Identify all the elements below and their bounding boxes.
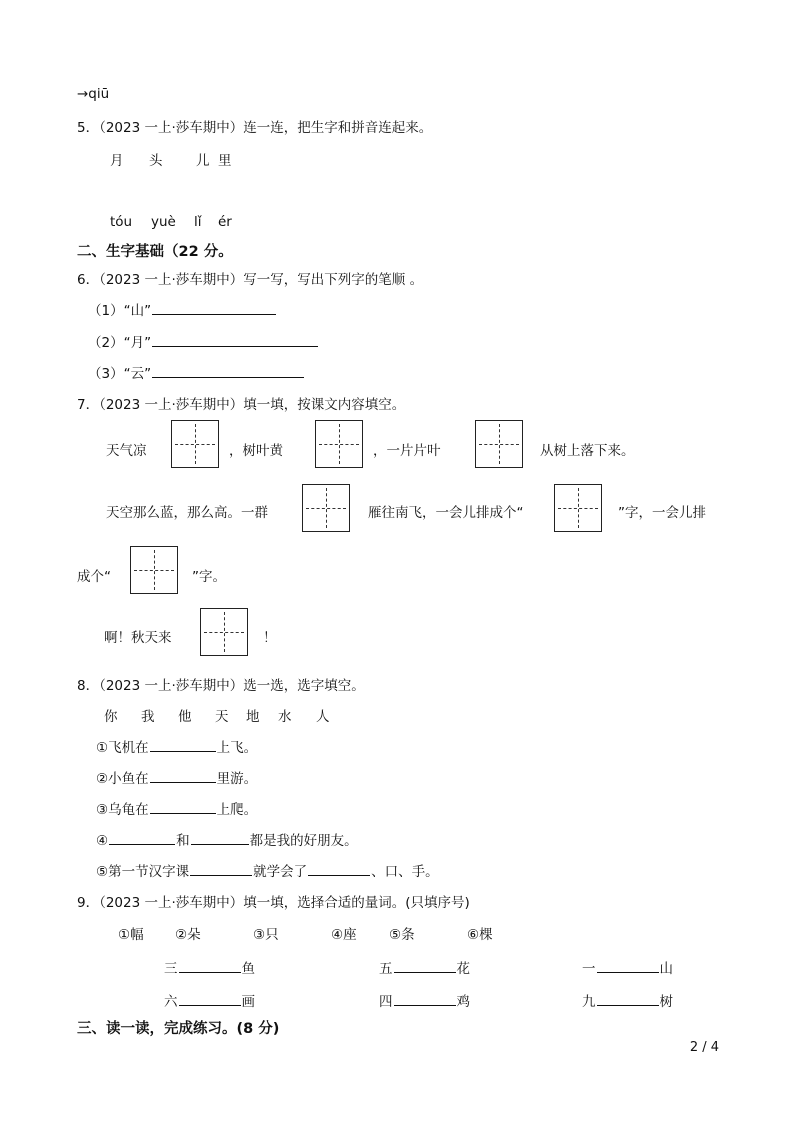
q9-row2-item-2-pre: 四 — [379, 994, 393, 1010]
q8-item-2-number: ② — [96, 771, 109, 787]
q5-pinyin-4: ér — [218, 214, 232, 230]
q8-item-2-text-after: 里游。 — [216, 771, 258, 787]
q9-row2-item-3-pre: 九 — [582, 994, 596, 1010]
q8-item-1-blank[interactable] — [150, 750, 216, 752]
q8-choice-6: 水 — [278, 709, 292, 725]
q5-pinyin-3: lǐ — [194, 214, 202, 230]
q6-item-3-blank[interactable] — [152, 376, 304, 378]
q8-item-5 — [96, 860, 439, 880]
question-5-title: 5．（2023 一上·莎车期中）连一连，把生字和拼音连起来。 — [77, 120, 433, 136]
q9-option-5: ⑤条 — [389, 927, 415, 943]
q9-row1-item-1-pre: 三 — [164, 961, 178, 977]
q5-char-2: 头 — [149, 153, 163, 169]
q9-row1-item-2-pre: 五 — [379, 961, 393, 977]
q9-row1-item-3-blank[interactable] — [597, 971, 659, 973]
question-9-title: 9．（2023 一上·莎车期中）填一填，选择合适的量词。(只填序号) — [77, 895, 470, 911]
q5-pinyin-1: tóu — [110, 214, 133, 230]
q8-item-1-text: 飞机在 — [108, 740, 149, 756]
q9-row2-item-3-post: 树 — [659, 994, 673, 1010]
q9-row1-item-1-post: 鱼 — [241, 961, 255, 977]
q8-item-3-text-after: 上爬。 — [216, 802, 258, 818]
q9-row2-item-1-post: 画 — [241, 994, 255, 1010]
q7-tian-box-2[interactable] — [315, 420, 363, 468]
q7-tian-box-1[interactable] — [171, 420, 219, 468]
q8-item-4-blank-1[interactable] — [109, 843, 175, 845]
q7-tian-box-5[interactable] — [554, 484, 602, 532]
q8-item-2-blank[interactable] — [150, 781, 216, 783]
q7-line1-text-3: ，一片片叶 — [373, 443, 441, 459]
q9-row1-item-2 — [379, 957, 470, 977]
q7-line1-text-2: ，树叶黄 — [229, 443, 283, 459]
pinyin-fragment: →qiū — [77, 86, 110, 102]
q5-char-3: 儿 — [196, 153, 210, 169]
q8-item-5-text-mid: 就学会了 — [253, 864, 308, 880]
q7-line2-text-3: ”字，一会儿排 — [618, 505, 706, 521]
q8-item-3-number: ③ — [96, 802, 109, 818]
question-8-title: 8．（2023 一上·莎车期中）选一选，选字填空。 — [77, 678, 365, 694]
q8-item-1 — [96, 736, 257, 756]
q5-char-4: 里 — [218, 153, 232, 169]
q7-tian-box-6[interactable] — [130, 546, 178, 594]
q8-item-5-blank-1[interactable] — [190, 874, 252, 876]
q7-tian-box-4[interactable] — [302, 484, 350, 532]
q6-item-1-label: （1）“山” — [88, 303, 152, 319]
q9-row1-item-3 — [582, 957, 673, 977]
q9-row2-item-2-blank[interactable] — [394, 1004, 456, 1006]
question-7-title: 7．（2023 一上·莎车期中）填一填，按课文内容填空。 — [77, 397, 406, 413]
q8-choice-3: 他 — [178, 709, 192, 725]
q7-line3-text-1: 成个“ — [77, 569, 111, 585]
q9-row2-item-3-blank[interactable] — [597, 1004, 659, 1006]
q6-item-3 — [88, 362, 305, 382]
q9-row2-item-1-pre: 六 — [164, 994, 178, 1010]
q8-item-4-number: ④ — [96, 833, 109, 849]
q9-row1-item-1 — [164, 957, 255, 977]
q8-item-4 — [96, 829, 358, 849]
q9-row2-item-2 — [379, 990, 470, 1010]
q8-item-4-text-after: 都是我的好朋友。 — [249, 833, 358, 849]
q6-item-1-blank[interactable] — [152, 313, 276, 315]
section-2-heading: 二、生字基础（22 分。 — [77, 244, 233, 260]
page-number: 2 / 4 — [689, 1040, 719, 1055]
q9-option-6: ⑥棵 — [467, 927, 493, 943]
q8-item-4-blank-2[interactable] — [191, 843, 249, 845]
q7-tian-box-7[interactable] — [200, 608, 248, 656]
q7-line3-text-2: ”字。 — [192, 569, 226, 585]
q9-row2-item-1-blank[interactable] — [179, 1004, 241, 1006]
q9-row1-item-1-blank[interactable] — [179, 971, 241, 973]
q8-item-5-text-after: 、口、手。 — [371, 864, 439, 880]
q7-line2-text-1: 天空那么蓝，那么高。一群 — [106, 505, 268, 521]
q9-option-3: ③只 — [253, 927, 279, 943]
q7-line1-text-1: 天气凉 — [106, 443, 147, 459]
q9-option-2: ②朵 — [175, 927, 201, 943]
q6-item-1 — [88, 299, 277, 319]
q8-item-1-text-after: 上飞。 — [216, 740, 258, 756]
q6-item-2-blank[interactable] — [152, 345, 318, 347]
q6-item-2 — [88, 331, 319, 351]
q8-item-2 — [96, 767, 257, 787]
q9-row2-item-1 — [164, 990, 255, 1010]
q9-option-4: ④座 — [331, 927, 357, 943]
q7-line2-text-2: 雁往南飞，一会儿排成个“ — [368, 505, 524, 521]
q6-item-3-label: （3）“云” — [88, 366, 152, 382]
q8-choice-7: 人 — [316, 709, 330, 725]
q8-choice-4: 天 — [215, 709, 229, 725]
q8-item-3-text: 乌龟在 — [108, 802, 149, 818]
q9-row1-item-3-pre: 一 — [582, 961, 596, 977]
q9-row1-item-3-post: 山 — [659, 961, 673, 977]
q9-option-1: ①幅 — [118, 927, 144, 943]
q8-item-5-text: 第一节汉字课 — [108, 864, 190, 880]
q7-line4-text-1: 啊！秋天来 — [104, 630, 172, 646]
q8-item-5-blank-2[interactable] — [308, 874, 370, 876]
q7-line1-text-4: 从树上落下来。 — [540, 443, 635, 459]
q8-choice-2: 我 — [141, 709, 155, 725]
q9-row2-item-2-post: 鸡 — [456, 994, 470, 1010]
q7-tian-box-3[interactable] — [475, 420, 523, 468]
q8-item-1-number: ① — [96, 740, 109, 756]
q8-item-3-blank[interactable] — [150, 812, 216, 814]
q9-row2-item-3 — [582, 990, 673, 1010]
q6-item-2-label: （2）“月” — [88, 335, 152, 351]
q5-pinyin-2: yuè — [151, 214, 176, 230]
section-3-heading: 三、读一读，完成练习。(8 分) — [77, 1021, 280, 1037]
q8-item-2-text: 小鱼在 — [108, 771, 149, 787]
q8-item-3 — [96, 798, 257, 818]
q8-choice-5: 地 — [246, 709, 260, 725]
q8-item-5-number: ⑤ — [96, 864, 109, 880]
q9-row1-item-2-post: 花 — [456, 961, 470, 977]
question-6-title: 6．（2023 一上·莎车期中）写一写，写出下列字的笔顺 。 — [77, 272, 424, 288]
q8-choice-1: 你 — [104, 709, 118, 725]
q7-line4-text-2: ！ — [263, 630, 277, 646]
q5-char-1: 月 — [110, 153, 124, 169]
q8-item-4-text-mid: 和 — [176, 833, 190, 849]
q9-row1-item-2-blank[interactable] — [394, 971, 456, 973]
